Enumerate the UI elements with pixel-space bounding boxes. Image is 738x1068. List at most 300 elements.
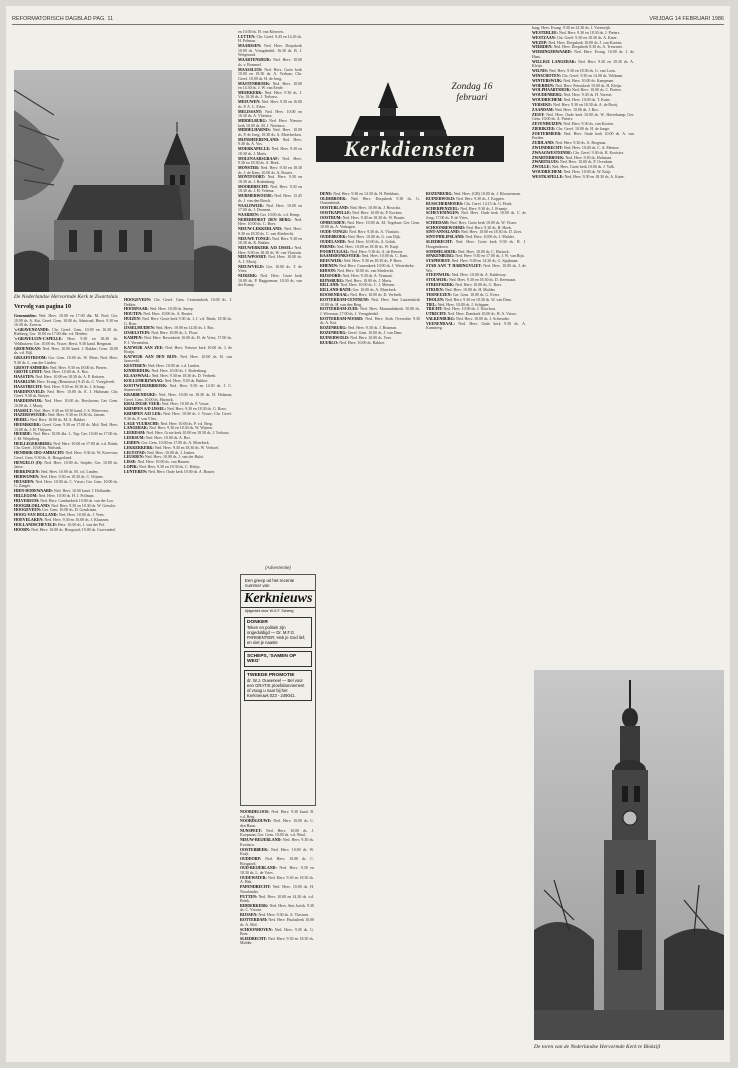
header-paper-name: REFORMATORISCH DAGBLAD PAG. 11 xyxy=(12,16,114,22)
service-details: Ned. Herv. 10.00 ds. M. v.d. Linden. xyxy=(40,468,99,474)
place-name: ZAANDAM: xyxy=(532,106,554,112)
service-details: Ned. Herv. 10.00 ds. J. de Wit. xyxy=(426,263,526,273)
place-name: GROOT-AMMERS: xyxy=(14,364,49,370)
place-name: VEENENDAAL: xyxy=(426,320,455,326)
place-name: MOLENAARSGRAAF: xyxy=(238,155,279,161)
service-details: Ned. Herv. 9.30 ds. G. Boer. xyxy=(240,926,314,937)
place-name: RHOON: xyxy=(320,267,337,273)
service-details: Ned. Herv. 10.00 ds. A. Bos. xyxy=(145,435,191,441)
place-name: KRIMPEN A/D LEK: xyxy=(124,411,162,417)
service-details: Ned. Herv. Grote kerk 10.00 en 18.30 ds. J. Terlouw. xyxy=(146,430,230,436)
service-details: Ned. Herv. 9.30 ds. J. Koppen. xyxy=(456,195,505,201)
place-name: KAMPEN: xyxy=(124,335,143,341)
top-photo-caption: De Nederlandse Hervormde Kerk te Zwartsluis xyxy=(14,294,119,300)
tower-photo-blokzijl xyxy=(534,670,724,1040)
place-name: WILLIGE LANGERAK: xyxy=(532,58,577,64)
service-details: Ned. Herv. 9.30 en 18.30 ds. L. de Vries. xyxy=(240,865,314,875)
service-details: Ned. Herv. 9.30 en 18.30 ds. K. Bakker. xyxy=(238,235,302,246)
place-name: PAPENDRECHT: xyxy=(240,884,271,890)
service-details: Ned. Herv. 9.30 ds. A. Vos. xyxy=(238,136,302,147)
place-name: PUTTEN: xyxy=(240,893,258,899)
place-name: LELYSTAD: xyxy=(124,449,146,455)
service-details: Chr. Geref. 9.30 en 18.30 ds. A. Kater. xyxy=(556,34,618,40)
service-details: Ned. Herv. 9.30 ds. Hulsman. xyxy=(565,154,613,160)
service-details: Ned. Herv. 10.00 ds. G. van Dijk. xyxy=(347,234,401,239)
place-name: KESTEREN: xyxy=(124,363,147,369)
service-details: Ned. Herv. Grote kerk 10.00 en 18.30 ds. A. Verhaar; Chr. Geref. 10.00 ds. H. de Jong. xyxy=(238,66,302,81)
place-name: HOORN: xyxy=(14,526,31,532)
place-name: ZWAAGWESTEINDE: xyxy=(532,149,573,155)
service-details: Ned. Herv. Dorpskerk 9.30 ds. A. Treurniet. xyxy=(553,44,623,50)
service-details: Ned. Herv. 9.30 kand. B. v.d. Berg. xyxy=(240,810,314,819)
service-details: Ned. Herv. 10.00 ds. A. Kaldeway. xyxy=(451,272,507,278)
place-name: LEERDAM: xyxy=(124,430,146,436)
place-name: OUDELANDE: xyxy=(320,238,347,244)
service-entry xyxy=(238,274,302,288)
service-details: Ned. Herv. 10.00 ds. H. J. Pollman. xyxy=(38,492,95,498)
service-details: Ned. Herv. 10.00 ds. M. A. Bakker. xyxy=(30,417,86,423)
service-details: Ned. Herv. 10.00 en 18.30 ds. D. Zoet. xyxy=(460,229,522,235)
listing-column-3 xyxy=(124,298,232,1056)
service-details: Ned. Herv. 10.00 ds. C. Boer. xyxy=(238,216,302,227)
place-name: DENE: xyxy=(320,192,333,196)
service-details: Ned. Herv. 10.00 en 18.30 ds. W. Kuijt. xyxy=(336,243,400,249)
service-details: Chr. Geref. 9.30 en 14.00 ds. Veldman. xyxy=(561,72,624,78)
service-details: Ned. Herv. 10.00 ds. C. Visser; Ger. Gem. 10.00 ds. G. Zanger. xyxy=(14,478,118,489)
service-details: Ned. Herv. 10.00 ds. Borsboom; Ger. Gem. 10.00 ds. J. Mooij. xyxy=(14,398,118,408)
place-name: SLIEDRECHT: xyxy=(426,239,453,245)
place-name: HUIZEN: xyxy=(124,316,141,322)
service-details: Ned. Herv. 9.30 en 18.30 ds. J. Schaap. xyxy=(43,383,106,389)
service-details: Ger. 10.00 ds. A. Moerkerk. xyxy=(352,287,397,293)
place-name: NIEUWVELD: xyxy=(238,263,265,269)
place-name: KOLLUMERZWAAG: xyxy=(124,377,164,383)
service-details: Ned. Herv. Maranathakerk 10.00 ds. J. Wiersma; 17.00 ds. J. Vreugdenhil. xyxy=(320,306,420,316)
place-name: NIEUW-BEIJERLAND: xyxy=(240,837,282,843)
service-details: Ned. Herv. 9.30 en 18.30 ds. D. Verbeek. xyxy=(151,373,217,379)
place-name: SCHERPENZEEL: xyxy=(426,205,460,211)
service-details: Ned. Herv. Dorpskerk 10.00 ds. J. van Kooten. xyxy=(548,39,623,45)
place-name: RILLAND-BATH: xyxy=(320,287,352,293)
place-name: HEILLEGERSBERG: xyxy=(14,440,53,446)
service-details: Ned. Herv. 9.30 en 18.30 ds. A. Hak. xyxy=(240,874,314,885)
service-details: Ned. Herv. 9.30 en 18.30 ds. J. H. Velema. xyxy=(238,183,302,194)
place-name: WESTERLEE: xyxy=(532,29,559,35)
service-details: Ned. Herv. Dorpskerk 9.30 ds. G. Oostenbrink. xyxy=(320,195,420,206)
service-details: Ned. Herv. 9.30 en 18.30 ds. C. van Sliedrecht. xyxy=(238,226,302,236)
place-name: ROTTERDAM-ZUID: xyxy=(320,306,359,312)
service-details: Geref. Gem. 9.30 en 17.00 ds. Mol; Ned. Herv. 10.00 ds. J. H. Thijssen. xyxy=(14,422,118,432)
service-details: Ned. Herv. 10.00 ds. P. de Jong; 18.30 ds. A. Moerkerken. xyxy=(238,127,302,137)
place-name: POORTUGAAL: xyxy=(320,248,350,254)
service-details: Ned. Herv. Cunerakerk 10.00 ds. J. Westerbeke. xyxy=(339,263,415,269)
service-details: Ned. Herv. 10.00 ds. A. Bos. xyxy=(43,369,89,375)
place-name: UTRECHT: xyxy=(426,311,447,317)
service-entry xyxy=(532,175,634,180)
service-details: Ned. Herv. 9.30 en 18.30 ds. J. Rodenburg. xyxy=(238,174,302,184)
service-details: Ned. Herv. 10.00 ds. C. den Haan. xyxy=(240,818,314,828)
place-name: YERSEKE: xyxy=(532,101,553,107)
place-name: HEUSDEN: xyxy=(14,478,35,484)
service-details: Ned. Herv. 9.30 en 14.30 ds. J. C. Sonneveld. xyxy=(124,382,232,393)
place-name: RAAMSDONKSVEER: xyxy=(320,253,361,259)
service-details: Ned. Herv. 10.00 ds. A. Bouter. xyxy=(143,311,193,317)
place-name: OOSTERLAND: xyxy=(320,205,349,211)
place-name: TIEL: xyxy=(426,301,437,307)
place-name: GRAAFSTROOM: xyxy=(14,355,47,361)
ad-label: (Advertentie) xyxy=(265,565,291,570)
place-name: WOUDRICHEM: xyxy=(532,97,563,103)
service-details: Ned. Herv. 9.30 ds. J. Fraanje. xyxy=(460,205,508,211)
service-details: Ned. Herv. 10.00 ds. Snijder; Ger. 10.00 ds. Janse. xyxy=(14,459,118,470)
service-details: Ned. Herv. Oude kerk 10.00 ds. W. Haverkamp; Ger. Gem. 10.00 ds. A. Pieters. xyxy=(532,111,634,122)
service-details: Ned. Herv. 10.00 ds. C. Harinck. xyxy=(457,248,510,254)
service-details: Chr. Geref. Gem. 10.00 en 16.30 ds. Rietberg; Ger. 10.00 en 17.00 dhr. v.d. Heiden. xyxy=(14,326,118,337)
place-name: SCHOONREWOERD: xyxy=(426,224,466,230)
service-details: Ned. Herv. 10.00 ds. J. Noorloos. xyxy=(443,306,497,312)
service-details: Ned. Herv. 10.00 ds. P. v.d. Berg. xyxy=(160,420,213,426)
place-name: KATWIJK AAN DEN RIJN: xyxy=(124,353,178,359)
service-details: Ned. Herv. 9.30 ds. van Kooten. xyxy=(563,120,615,126)
place-name: STOLWIJK: xyxy=(426,277,448,283)
service-details: Ned. Herv. Bovenkerk 10.00 ds. H. de Vries; 17.00 ds. P. J. Vermeulen. xyxy=(124,335,232,345)
service-details: Ned. Herv. 10.00 ds. van Haaren. xyxy=(137,459,190,465)
service-details: Ned. Herv. 10.00 ds. Hoogstad; 19.00 ds. Gravendeel. xyxy=(31,526,117,532)
place-name: TRICHT: xyxy=(426,306,443,312)
place-name: LOPIK: xyxy=(124,464,139,470)
place-name: SPAKENBURG: xyxy=(426,253,455,259)
place-name: ZWOLLE: xyxy=(532,164,551,170)
service-details: Ned. Herv. 9.30 en 18.30 ds. Jansen. xyxy=(47,412,106,418)
service-details: Ned. Herv. 10.00 ds. van Sliedrecht. xyxy=(337,267,395,273)
ad-brand-sub: tijdgericht door W.G.F. Scheeg xyxy=(245,609,294,613)
bottom-photo-caption: De toren van de Nederlandse Hervormde Kerk te Blokzijl xyxy=(534,1044,661,1050)
place-name: OOSTERBEEK: xyxy=(240,846,269,852)
service-details: Ned. Herv. 9.30 en 18.30 ds. A. de Rooij. xyxy=(553,101,619,107)
service-details: Ned. Herv. Nieuwe kerk 10.00 ds. J. de Bruijn. xyxy=(124,344,232,355)
service-details: Ned. Herv. Grote kerk 10.00 ds. P. Baggerman; 18.30 ds. van der Kamp. xyxy=(238,273,302,288)
service-details: Chr. Geref. 9.45 en 14.45 ds. H. Polman. xyxy=(238,33,302,44)
place-name: SCHIEDAM: xyxy=(426,219,449,225)
place-name: HERKINGEN: xyxy=(14,468,40,474)
service-entry xyxy=(238,44,302,58)
service-details: Ned. Herv. 10.00 ds. C. A. Meeuse. xyxy=(563,144,620,150)
place-name: SCHOONHOVEN: xyxy=(240,926,273,932)
service-details: Ned. Herv. 10.00 dhr. L. Tap; Ger. 10.00 en 17.00 ds. J. M. Weijnberg. xyxy=(14,431,118,441)
place-name: RUURLO: xyxy=(320,339,339,345)
place-name: KINDERDIJK: xyxy=(124,368,151,374)
place-name: HENDRIK-IDO-AMBACHT: xyxy=(14,450,65,456)
place-name: MASTENBROEK: xyxy=(238,80,271,86)
service-details: Ned. Herv. Grote kerk 10.00 ds. W. Visser. xyxy=(449,219,518,225)
place-name: HEDEL: xyxy=(14,417,30,423)
place-name: Genemuiden: xyxy=(14,314,37,318)
ad-box-3-text: dr. W.J. Ouweneel — Bel voor een GRATIS proefabonnement of vraag u naar bij het Kerknieuws 023 - 249041. xyxy=(247,678,305,698)
service-details: Ned. Herv. 10.00 ds. J. Bosscha. xyxy=(349,205,401,211)
place-name: KRABBENDIJKE: xyxy=(124,392,157,398)
place-name: NIEUWE TONGE: xyxy=(238,235,271,241)
place-name: NIJKERK: xyxy=(238,273,258,279)
place-name: TERNEUZEN: xyxy=(426,291,452,297)
place-name: 's-GRAVENZANDE: xyxy=(14,326,50,332)
place-name: HAASTRECHT: xyxy=(14,383,43,389)
kerkdiensten-logo xyxy=(306,78,512,184)
service-details: Ned. Herv. 9.30 ds. A. de Reuver. xyxy=(350,248,404,254)
place-name: ZUIDLAND: xyxy=(532,140,555,146)
place-name: MEEUWEN: xyxy=(238,99,261,105)
service-details: Ned. Herv. 9.30 en 18.30 ds. J. Maris. xyxy=(238,146,302,156)
ad-box-3 xyxy=(244,670,312,701)
service-details: Ned. Herv. 9.30 en 18.30 ds. W. Bouter. xyxy=(342,214,406,220)
place-name: RUSSCHERMOERS: xyxy=(426,200,464,206)
service-details: Ned. Herv. 9.30 ds. Bakker. xyxy=(164,377,209,383)
service-details: Ned. Herv. 9.30 ds. H. Hoek. xyxy=(466,224,512,230)
service-details: Ned. Herv. Oude kerk 10.00 ds. C. de Jong; 17.00 ds. P. de Vries. xyxy=(426,210,526,220)
place-name: NIEUWPOORT: xyxy=(238,254,267,260)
place-name: LANGERAK: xyxy=(124,425,149,431)
place-name: NIEUW-LEKKERLAND: xyxy=(238,226,283,232)
place-name: ROZENBURG: xyxy=(320,329,347,335)
service-details: Ned. Herv. 10.00 ds. L. Floor. xyxy=(151,330,199,336)
ad-box-1-text: Teken en politiek zijn ongeduldigd — Dr. M.F.G. PARMENTIER: Heb je God lief, en niet je naaste xyxy=(247,625,306,645)
place-name: KOOTWIJKERBROEK: xyxy=(124,382,168,388)
service-details: Ned. Herv. 10.00 ds. Bakker. xyxy=(339,339,385,345)
place-name: RIJSSEN: xyxy=(240,912,258,918)
place-name: ZWIJNDRECHT: xyxy=(532,144,563,150)
place-name: WEZEP: xyxy=(532,39,548,45)
service-details: Ger. Gem. 10.00 en 17.00 ds. A. Moerkerk. xyxy=(141,439,210,445)
listing-column-3b xyxy=(240,810,314,1056)
service-details: Ned. Herv. 10.00 ds. J. Schreuder. xyxy=(456,316,510,322)
service-details: Chr. Geref. 10.00 ds. H. de Jonge. xyxy=(556,125,610,131)
ad-box-2 xyxy=(244,651,312,667)
service-details: en 10.00 ds. H. van Kleuven. xyxy=(238,30,284,34)
place-name: WINTERSWIJK: xyxy=(532,77,563,83)
place-name: WESTZAAN: xyxy=(532,34,556,40)
place-name: NOORDGOUWE: xyxy=(240,818,272,824)
place-name: HEEMSKERK: xyxy=(14,422,42,428)
place-name: NUNSPEET: xyxy=(240,827,263,833)
service-details: Ned. Herv. Cantharkerk 10.00 ds. van der Loo. xyxy=(40,497,115,503)
place-name: ZWARTEBROEK: xyxy=(532,154,565,160)
service-details: Ned. Herv. 9.30 en 18.30 kand. J. S. Witteveen. xyxy=(33,407,109,413)
service-details: Ned. Herv. 10.00 ds. J. Veen. xyxy=(58,512,105,518)
place-name: MELISSANT: xyxy=(238,108,263,114)
place-name: MIDDELHARNIS: xyxy=(238,127,271,133)
place-name: HOUTEN: xyxy=(124,311,143,317)
service-details: Ned. Herv. Kerk Overschie 9.30 ds. A. Kot. xyxy=(320,315,420,326)
service-details: Ned. Herv. 9.30 en 18.30 ds. G. van Loon. xyxy=(548,68,616,73)
service-details: Ned. Herv. 9.30 en 18.30 ds. A. Kleijn. xyxy=(532,58,634,69)
place-name: ROZENBURG: xyxy=(426,192,453,196)
place-name: HOOGEVEEN: xyxy=(14,507,42,513)
place-name: WIERDEN: xyxy=(532,44,553,50)
place-name: HIEN-DODEWAARD: xyxy=(14,488,53,494)
place-name: OUDE-TONGE: xyxy=(320,229,349,235)
place-name: MOORDRECHT: xyxy=(238,183,269,189)
service-details: Ned. Herv. 10.00 ds. C. Kant. xyxy=(361,253,409,259)
service-details: Ned. Herv. 9.30 en 18.30 ds. P. Boer. xyxy=(343,258,402,264)
place-name: ROTTERDAM-CENTRUM: xyxy=(320,296,369,302)
ad-box-1-title: DONKER xyxy=(247,620,268,625)
service-details: Ned. Herv. 9.30 ds. A. Bergsma. xyxy=(555,140,607,146)
place-name: WINSCHOTEN: xyxy=(532,72,561,78)
service-details: Ned. Herv. 10.00 ds. Sneep. xyxy=(149,306,194,312)
service-details: Ned. Herv. 10.00 ds. J. Bos. xyxy=(554,106,599,112)
service-details: Ned. Herv. 9.30 ds. A. Vlastuin. xyxy=(349,229,400,235)
service-details: Ned. Herv. 10.00 ds. J. Mulder. xyxy=(465,234,515,240)
service-details: Ned. Herv. 10.00 en 17.00 ds. v.d. Brink; Chr. Geref. 10.00 ds. Wolsink. xyxy=(14,440,118,451)
service-details: Ned. Herv. 9.30 en 14.30 ds. H. Beekhuis. xyxy=(333,192,400,196)
service-details: Ned. Herv. Oude kerk 10.00 ds. A. Bouter. xyxy=(148,469,216,474)
place-name: LISSE: xyxy=(124,459,137,465)
service-details: Ned. Herv. 9.30 en 16.00 ds. P. A. C. Eiker. xyxy=(238,99,302,109)
place-name: LUTTEN: xyxy=(238,33,256,39)
service-details: Ned. Herv. Pauluskerk 10.00 ds. A. Mol. xyxy=(240,917,314,927)
place-name: OOSTRUM: xyxy=(320,214,342,220)
place-name: REEUWIJK: xyxy=(320,258,343,264)
page-header xyxy=(12,12,724,25)
service-entry xyxy=(14,314,118,328)
service-details: Ned. Herv. Oude kerk 9.30 ds. A. Kamsteeg. xyxy=(426,320,526,331)
service-details: burg; Herv. Evang. 9.30 en 14.30 ds. J. Vreeswijk. xyxy=(532,26,612,30)
place-name: RIDDERKERK: xyxy=(240,902,269,908)
service-details: Ned. Herv. 10.00 ds. J. Schipper. xyxy=(437,301,490,307)
place-name: OUDEWATER: xyxy=(240,874,267,880)
place-name: MONSTER: xyxy=(238,165,260,171)
service-details: Ned. Herv. 9.30 en 18.30 ds. W. van Dam. xyxy=(445,296,512,302)
place-name: STAPHORST: xyxy=(426,258,451,264)
service-details: Ned. Herv. Domkerk 10.00 ds. H. A. Visser. xyxy=(447,311,517,317)
service-details: Ned. Herv. 10.00 ds. J. Visser; Chr. Geref. 9.30 ds. F. van Vliet. xyxy=(124,411,232,421)
ad-box-1 xyxy=(244,617,312,648)
service-details: Ned. Herv. 10.00 en 18.30 ds. H. Hofman; Geref. Gem. 10.00 ds. Harinck. xyxy=(124,392,232,402)
place-name: HOORNAAR: xyxy=(124,306,149,312)
header-date: VRIJDAG 14 FEBRUARI 1986 xyxy=(649,16,724,22)
newspaper-page xyxy=(6,6,730,1062)
place-name: HERWIJNEN: xyxy=(14,473,40,479)
place-name: THOLEN: xyxy=(426,296,445,302)
place-name: SINT-ANNALAND: xyxy=(426,229,460,235)
service-details: Ned. Herv. 9.30 en 18.30 ds. J. de Kam; 10.00 ds. A. Bouter. xyxy=(238,165,302,175)
service-details: Ned. Herv. 9.30 en 17.00 ds. J. W. van Rijn. xyxy=(455,253,525,259)
service-entry xyxy=(240,937,314,946)
service-details: Ger. 10.00 ds. v.d. Kemp. xyxy=(259,211,301,217)
kerknieuws-advertisement xyxy=(240,565,316,806)
service-details: Herv. 9.30 en 18.30 ds. Veldhuizen; Ger. 10.00 ds. Visser; Herst. 9.30 kand. Bregman. xyxy=(14,336,118,346)
service-details: Chr. Geref. 14.15 ds. G. Hoek. xyxy=(464,200,513,206)
place-name: HOOG-VAN HOLLAND: xyxy=(14,512,58,518)
place-name: RIJNSBURG: xyxy=(320,277,345,283)
service-details: Ned. Herv. 10.00 ds. E. J. Hulsman; Chr. Geref. 9.30 ds. Breyer. xyxy=(14,388,118,399)
service-details: Ned. Herv. 10.00 ds. Voet. xyxy=(350,334,392,340)
service-details: Ned. Herv. 10.00 ds. W. Kuijt. xyxy=(240,846,314,857)
service-details: Ned. Herv. 9.30 ds. J. Vis; 18.30 ds. J. Terlouw. xyxy=(238,89,302,100)
service-details: Ned. Herv. 10.00 ds. M. Vogelaar; Ger. Gem. 10.00 ds. A. Verhagen. xyxy=(320,219,420,230)
service-details: Ned. Herv. 10.00 ds. C. Boogaard. xyxy=(240,855,314,866)
place-name: WESTKAPELLE: xyxy=(532,173,564,179)
service-details: Ger. Gem. 10.00 ds. G. Evers. xyxy=(452,291,501,297)
service-details: Ned. Herv. 10.00 ds. C. J. Meeuse. xyxy=(340,282,396,288)
place-name: SINT-PHILIPSLAND: xyxy=(426,234,465,240)
service-details: Geref. Gem. 10.00 ds. J. van Dam. xyxy=(347,329,403,335)
service-details: Ned. Herv. 10.00 ds. W. Kuijt. xyxy=(563,169,612,175)
place-name: VALKENBURG: xyxy=(426,316,456,322)
service-details: Ned. Herv. 9.30 ds. Kooistra. xyxy=(240,837,314,847)
service-details: Ned. Herv. Grote kerk 10.00 ds. J. Valk. xyxy=(551,164,615,170)
place-name: OLDEBROEK: xyxy=(320,195,347,201)
service-details: Ned. Herv. 10.00 ds. J. Koopman; Ger. Gem. 10.00 ds. v.d. Waal. xyxy=(240,827,314,838)
place-name: OUDEBROEK: xyxy=(320,234,347,239)
place-name: SOMMELSDIJK: xyxy=(426,248,457,254)
service-details: Ger. Gem. 10.00 ds. W. Moet; Ned. Herv. 9.30 ds. L. van der Linden. xyxy=(14,355,118,365)
service-details: Ned. Herv. Sint Jorisk. 9.30 ds. C. Vroom. xyxy=(240,902,314,913)
place-name: HASSELT: xyxy=(14,407,33,413)
place-name: LUNTEREN: xyxy=(124,469,148,474)
place-name: NOORDELOOS: xyxy=(240,810,270,814)
ad-intro: Een greep uit het recente nummer van xyxy=(245,578,295,588)
service-details: Ned. Herv. Evang. 10.00 ds. J. de Haas. xyxy=(532,49,634,59)
place-name: NAARDEN: xyxy=(238,211,259,217)
service-details: Ned. Herv. 10.00 ds. J. Jonker. xyxy=(146,449,196,455)
place-name: SCHEVENINGEN: xyxy=(426,210,460,216)
place-name: HENGELO (O): xyxy=(14,459,43,465)
place-name: HEERDE: xyxy=(14,431,32,437)
place-name: HAARLEM: xyxy=(14,379,36,385)
place-name: ROOSENDAAL: xyxy=(320,292,350,298)
service-details: Ned. Herv. 9.30 en 16.00 ds. J. Klaassen. xyxy=(44,517,110,523)
place-name: ROTTERDAM: xyxy=(240,917,268,923)
place-name: WIERINGERWAARD: xyxy=(532,49,572,55)
place-name: KRALINGSE VEER: xyxy=(124,401,161,407)
place-name: SLIEDRECHT: xyxy=(240,935,267,941)
place-name: WOERDEN: xyxy=(532,82,555,88)
place-name: LEERSUM: xyxy=(124,435,145,441)
service-details: Ned. Herv. 10.00 ds. D. Verbeek. xyxy=(350,292,403,298)
place-name: HILVERSUM: xyxy=(14,497,40,503)
service-details: Ned. Herv. 10.00 en 17.00 dhr. M. Poel; Ger. 10.00 ds. A. Kot. Geref. Gem. 10.00 ds. Admiraal; Herst. 9.30 en 16.30 ds. Zwerus. xyxy=(14,314,118,328)
place-name: HARDINXVELD: xyxy=(14,388,46,394)
listing-column-2 xyxy=(238,30,302,570)
place-name: STAD AAN 'T HARINGVLIET: xyxy=(426,263,482,269)
service-details: Ned. Herv. 10.00 ds. C. Pieters. xyxy=(572,87,622,93)
service-details: Ned. Herv. 10.00 kand. J. Bakker; Gem. 10.00 ds. v.d. Bijl. xyxy=(14,345,118,356)
service-details: Ned. Herv. 9.30 ds. H. Vaerset. xyxy=(563,92,613,98)
ad-box-3-title: TWEEDE PROMOTIE xyxy=(247,673,295,678)
service-details: Ned. Herv. 9.30 en 18.30 ds. A. Kater. xyxy=(564,173,625,179)
service-details: Ned. Herv. 10.00 ds. P. Kocken. xyxy=(352,210,403,216)
service-details: Ned. Herv. 10.00 en 17.00 ds. J. Dronsen. xyxy=(238,202,302,213)
place-name: RHENEN: xyxy=(320,263,339,269)
ad-box-2-title: SCHEPS, 'SAMEN OP WEG' xyxy=(247,654,297,664)
place-name: RIJSOORD: xyxy=(320,272,342,278)
place-name: MIJNSHEERENLAND: xyxy=(238,136,280,142)
place-name: OUDDORP: xyxy=(240,855,262,861)
place-name: HOEVELAKEN: xyxy=(14,517,44,523)
service-details: Ned. Herv. Grote kerk 9.30 ds. B. J. Hoogendoorn. xyxy=(426,239,526,249)
place-name: RUINERWOLD: xyxy=(426,195,456,201)
place-name: MAASSLUIS: xyxy=(238,66,263,72)
place-name: MIDDELBURG: xyxy=(238,118,267,124)
place-name: WOUDRICHEM: xyxy=(532,169,563,175)
place-name: 's-GRAVELUIN-CAPELLE: xyxy=(14,336,63,342)
place-name: NIEUWERKERK A/D IJSSEL: xyxy=(238,244,293,250)
service-details: Ned. Herv. 10.00 ds. J. Rodenburg. xyxy=(151,368,207,374)
service-details: Ned. Herv. 10.00 en 18.30 ds. A. P. Keitzen. xyxy=(35,374,105,380)
service-entry xyxy=(14,528,118,533)
place-name: OPHEUSDEN: xyxy=(320,219,346,225)
place-name: RILLAND: xyxy=(320,282,340,288)
